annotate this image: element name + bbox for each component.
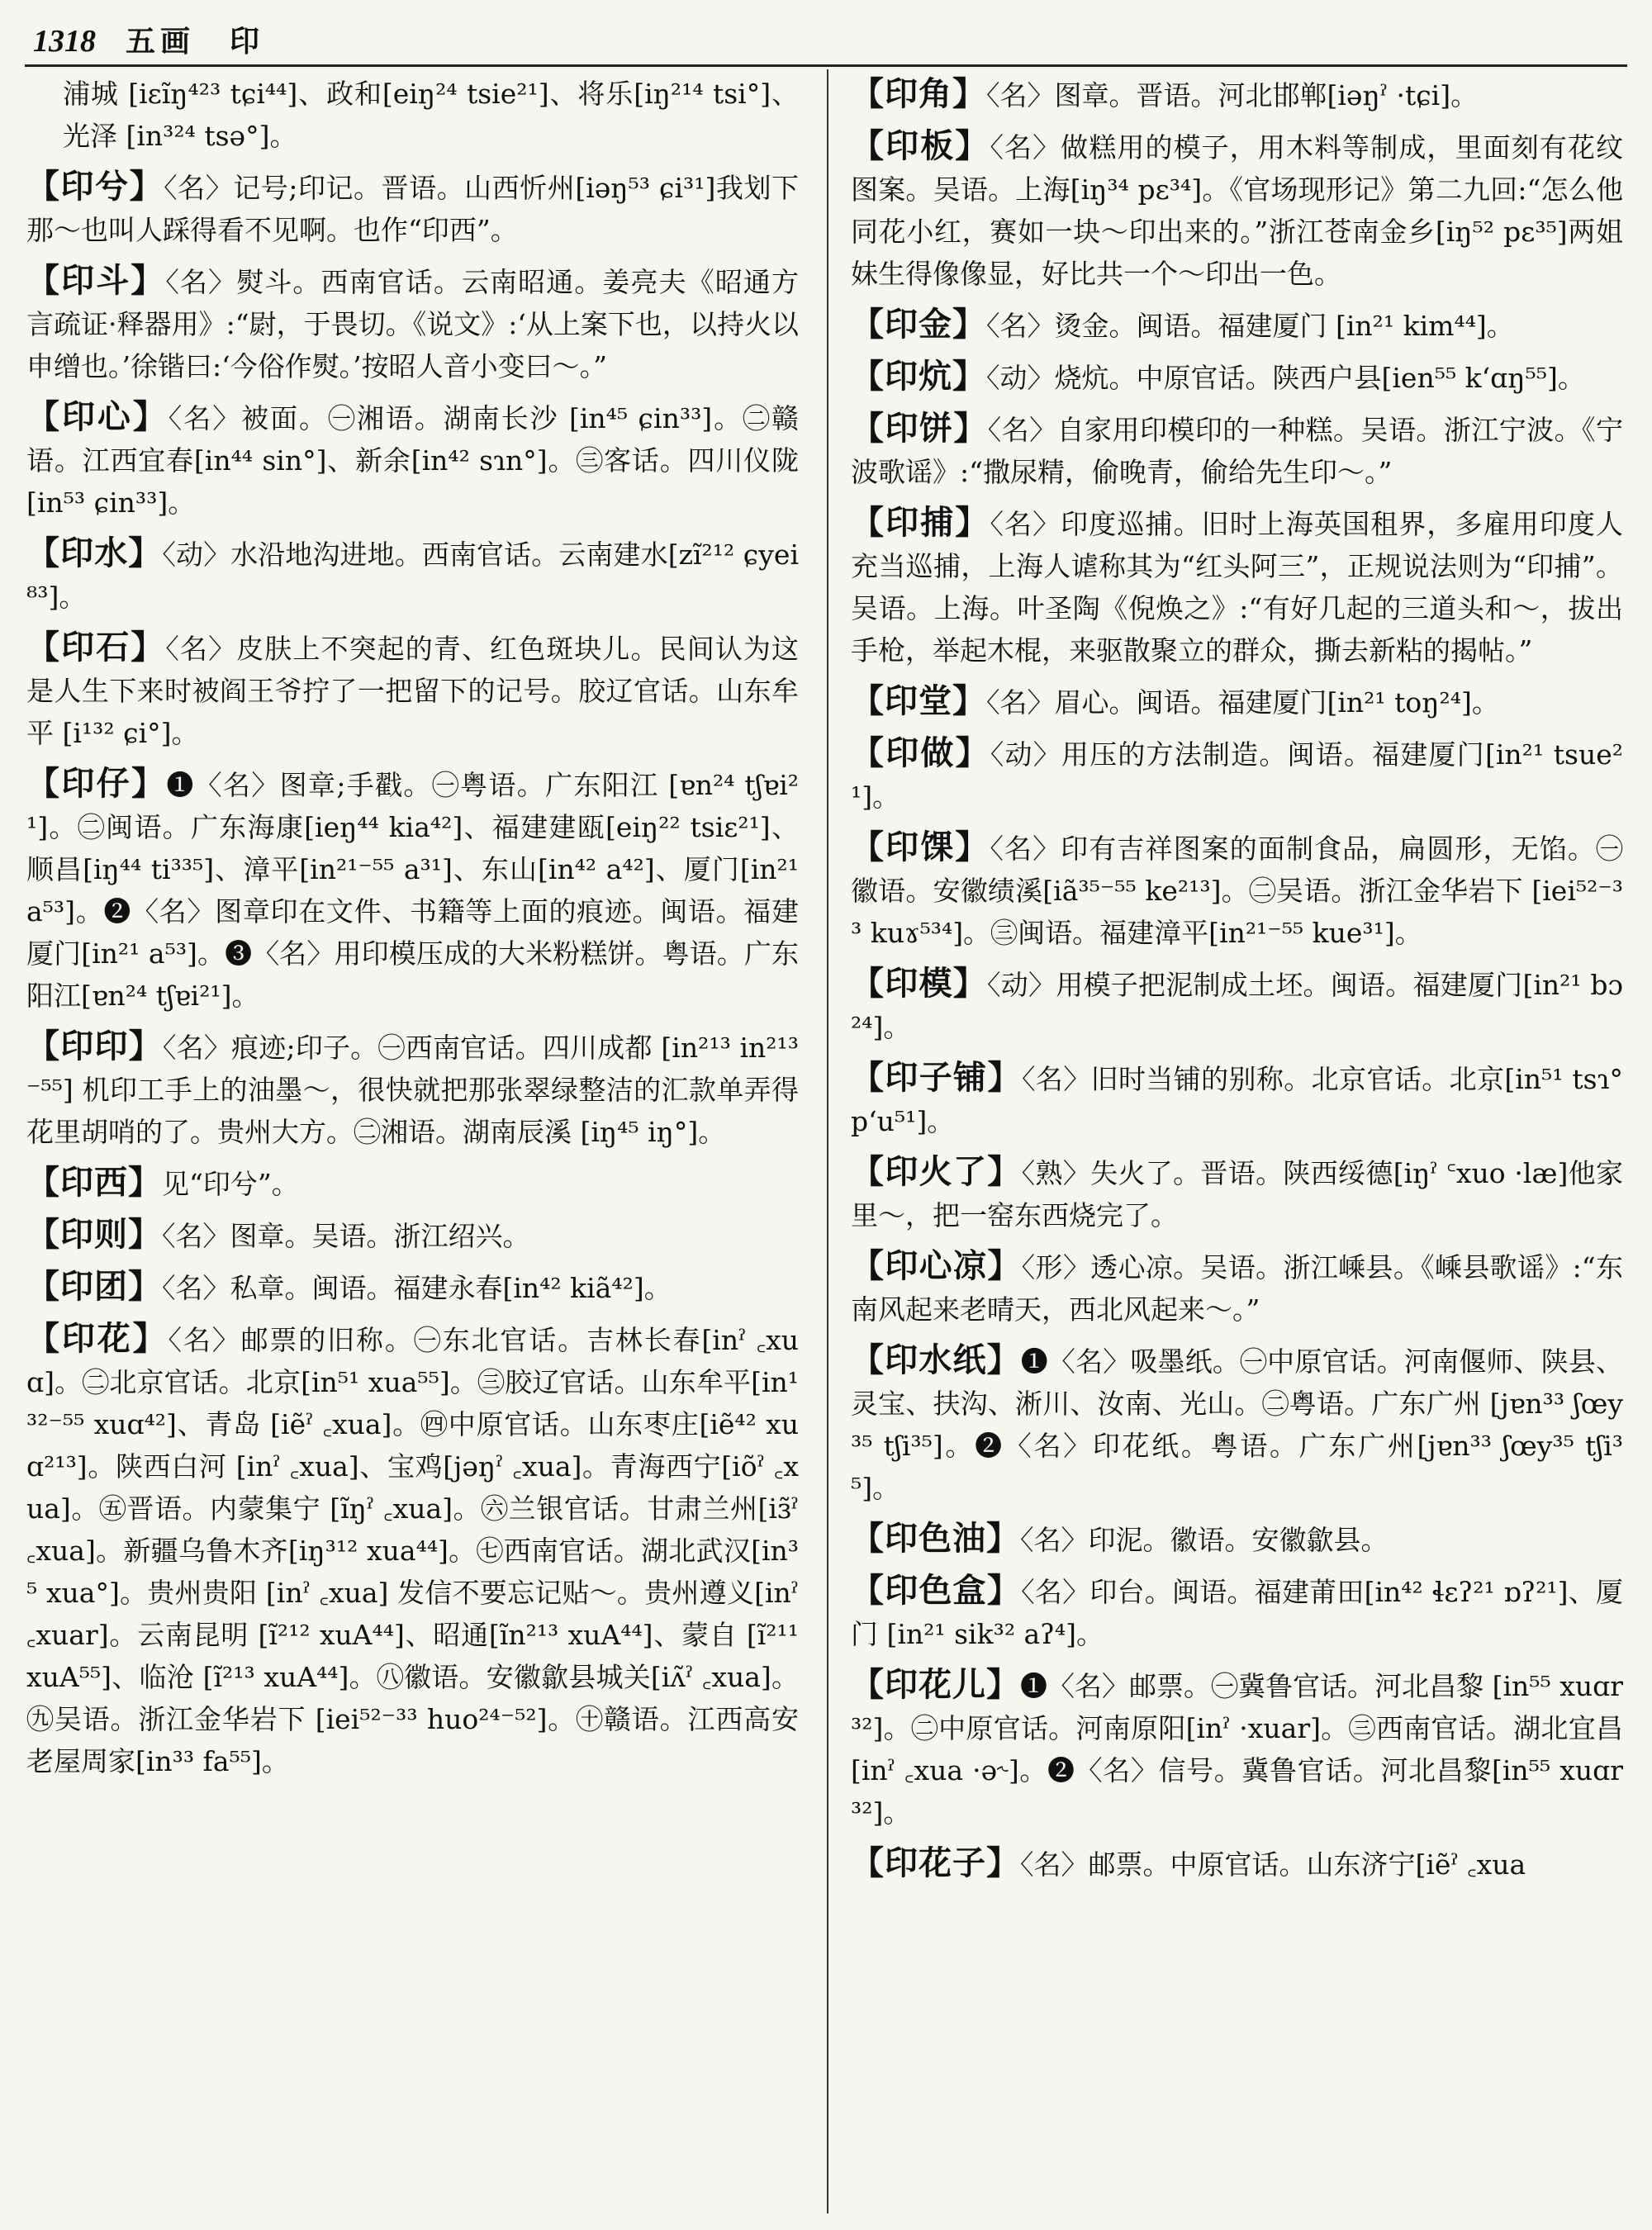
entry-definition: 〈动〉用压的方法制造。闽语。福建厦门[in²¹ tsue²¹]。 [851, 738, 1623, 813]
column-divider [827, 69, 828, 2213]
entry-headword: 【印西】 [26, 1163, 162, 1202]
entry-definition: ❶〈名〉图章;手戳。㊀粤语。广东阳江 [ɐn²⁴ tʃɐi²¹]。㊁闽语。广东海康[ieŋ⁴⁴ kia⁴²]、福建建瓯[eiŋ²² tsiɛ²¹]、顺昌[iŋ⁴⁴ ti³³⁵]、漳平[in²¹⁻⁵⁵ a³¹]、东山[in⁴² a⁴²]、厦门[in²¹ a⁵³]。❷〈名〉图章印在文件、书籍等上面的痕迹。闽语。福建厦门[in²¹ a⁵³]。❸〈名〉用印模压成的大米粉糕饼。粤语。广东阳江[ɐn²⁴ tʃɐi²¹]。 [26, 769, 799, 1012]
entry-definition: 〈名〉图章。吴语。浙江绍兴。 [162, 1220, 530, 1252]
dictionary-entry [851, 1151, 1623, 1236]
dictionary-entry [851, 1245, 1623, 1331]
entry-definition: 〈名〉邮票。中原官话。山东济宁[iẽˀ ꜀xua [1020, 1848, 1526, 1881]
entry-headword: 【印子铺】 [851, 1058, 1022, 1097]
entry-headword: 【印则】 [26, 1215, 162, 1254]
entry-headword: 【印花儿】 [851, 1665, 1021, 1704]
entry-headword: 【印金】 [851, 305, 986, 344]
entry-definition: ❶〈名〉吸墨纸。㊀中原官话。河南偃师、陕县、灵宝、扶沟、淅川、汝南、光山。㊁粤语。广东广州 [jɐn³³ ʃœy³⁵ tʃi³⁵]。❷〈名〉印花纸。粤语。广东广州[jɐn³³ ʃœy³⁵ tʃi³⁵]。 [851, 1345, 1624, 1504]
entry-headword: 【印饼】 [851, 409, 988, 448]
page-header [33, 18, 1623, 59]
entry-headword: 【印板】 [851, 126, 990, 165]
entry-headword: 【印心凉】 [851, 1246, 1022, 1285]
dictionary-entry [851, 1663, 1623, 1834]
entry-headword: 【印兮】 [26, 167, 164, 206]
entry-definition: 浦城 [iɛĩŋ⁴²³ tɕi⁴⁴]、政和[eiŋ²⁴ tsie²¹]、将乐[iŋ²¹⁴ tsi°]、光泽 [in³²⁴ tsə°]。 [63, 78, 799, 152]
entry-definition: 〈动〉用模子把泥制成土坯。闽语。福建厦门[in²¹ bɔ²⁴]。 [851, 969, 1623, 1043]
entry-headword: 【印堂】 [851, 681, 986, 720]
entry-headword: 【印花子】 [851, 1843, 1020, 1882]
entry-headword: 【印捕】 [851, 503, 990, 542]
entry-definition: 〈名〉烫金。闽语。福建厦门 [in²¹ kim⁴⁴]。 [986, 310, 1514, 342]
dictionary-entry [26, 396, 799, 524]
entry-headword: 【印仔】 [26, 764, 167, 803]
entry-definition: 〈名〉邮票的旧称。㊀东北官话。吉林长春[inˀ ꜀xuɑ]。㊁北京官话。北京[in⁵¹ xua⁵⁵]。㊂胶辽官话。山东牟平[in¹³²⁻⁵⁵ xuɑ⁴²]、青岛 [iẽˀ ꜀xua]。㊃中原官话。山东枣庄[iẽ⁴² xuɑ²¹³]。陕西白河 [inˀ ꜀xua]、宝鸡[jəŋˀ ꜀xua]。青海西宁[iõˀ ꜀xua]。㊄晋语。内蒙集宁 [ĩŋˀ ꜀xua]。㊅兰银官话。甘肃兰州[iɜ̃ˀ ꜀xua]。新疆乌鲁木齐[iŋ³¹² xua⁴⁴]。㊆西南官话。湖北武汉[in³⁵ xua°]。贵州贵阳 [inˀ ꜀xua] 发信不要忘记贴～。贵州遵义[inˀ ꜀xuar]。云南昆明 [ĩ²¹² xuA⁴⁴]、昭通[ĩn²¹³ xuA⁴⁴]、蒙自 [ĩ²¹¹ xuA⁵⁵]、临沧 [ĩ²¹³ xuA⁴⁴]。㊇徽语。安徽歙县城关[iʌ̃ˀ ꜀xua]。㊈吴语。浙江金华岩下 [iei⁵²⁻³³ huo²⁴⁻⁵²]。㊉赣语。江西高安老屋周家[in³³ fa⁵⁵]。 [26, 1324, 800, 1777]
entry-definition: 〈动〉水沿地沟进地。西南官话。云南建水[zĩ²¹² ɕyei⁸³]。 [26, 539, 800, 613]
entry-definition: ❶〈名〉邮票。㊀冀鲁官话。河北昌黎 [in⁵⁵ xuɑr³²]。㊁中原官话。河南原阳[inˀ ·xuar]。㊂西南官话。湖北宜昌[inˀ ꜀xua ·ə˞]。❷〈名〉信号。冀鲁官话。河北昌黎[in⁵⁵ xuɑr³²]。 [851, 1670, 1624, 1829]
dictionary-entry [26, 1025, 799, 1153]
entry-definition: 〈名〉记号;印记。晋语。山西忻州[iəŋ⁵³ ɕi³¹]我划下那～也叫人踩得看不见啊。也作“印西”。 [26, 172, 799, 246]
dictionary-entry [26, 259, 799, 387]
entry-definition: 〈名〉印有吉祥图案的面制食品，扁圆形，无馅。㊀徽语。安徽绩溪[iã³⁵⁻⁵⁵ ke²¹³]。㊁吴语。浙江金华岩下 [iei⁵²⁻³³ kuɤ⁵³⁴]。㊂闽语。福建漳平[in²¹⁻⁵⁵ kue³¹]。 [851, 833, 1624, 949]
entry-definition: 〈名〉皮肤上不突起的青、红色斑块儿。民间认为这是人生下来时被阎王爷拧了一把留下的记号。胶辽官话。山东牟平 [i¹³² ɕi°]。 [26, 633, 800, 749]
entry-headword: 【印水纸】 [851, 1340, 1021, 1379]
entry-definition: 〈熟〉失火了。晋语。陕西绥德[iŋˀ ꜂xuo ·læ]他家里～，把一窑东西烧完了。 [851, 1157, 1624, 1231]
dictionary-entry [851, 407, 1623, 493]
dictionary-entry [851, 962, 1623, 1048]
entry-headword: 【印团】 [26, 1267, 162, 1306]
left-column [26, 73, 799, 1791]
dictionary-entry [26, 1161, 799, 1205]
dictionary-entry [26, 1213, 799, 1257]
entry-definition: 〈名〉痕迹;印子。㊀西南官话。四川成都 [in²¹³ in²¹³⁻⁵⁵] 机印工手上的油墨～，很快就把那张翠绿整洁的汇款单弄得花里胡哨的了。贵州大方。㊁湘语。湖南辰溪 [iŋ⁴⁵ iŋ°]。 [26, 1032, 799, 1148]
right-column [851, 73, 1623, 1894]
dictionary-entry [851, 125, 1623, 295]
dictionary-entry [26, 626, 799, 754]
entry-definition: 〈名〉图章。晋语。河北邯郸[iəŋˀ ·tɕi]。 [986, 79, 1479, 112]
entry-definition: 〈名〉印度巡捕。旧时上海英国租界，多雇用印度人充当巡捕，上海人谑称其为“红头阿三”，正规说法则为“印捕”。吴语。上海。叶圣陶《倪焕之》:“有好几起的三道头和～，拔出手枪，举起木棍，来驱散聚立的群众，撕去新粘的揭帖。” [851, 508, 1624, 667]
entry-definition: 〈名〉印台。闽语。福建莆田[in⁴² ɬɛʔ²¹ ɒʔ²¹]、厦门 [in²¹ sik³² aʔ⁴]。 [851, 1576, 1623, 1650]
entry-headword: 【印心】 [26, 397, 169, 436]
dictionary-entry [851, 73, 1623, 116]
dictionary-entry [851, 355, 1623, 399]
dictionary-entry [26, 532, 799, 618]
entry-definition: 〈名〉被面。㊀湘语。湖南长沙 [in⁴⁵ ɕin³³]。㊁赣语。江西宜春[in⁴⁴ sin°]、新余[in⁴² sɿn°]。㊂客话。四川仪陇 [in⁵³ ɕin³³]。 [26, 402, 800, 519]
entry-definition: 〈形〉透心凉。吴语。浙江嵊县。《嵊县歌谣》:“东南风起来老晴天，西北风起来～。” [851, 1251, 1623, 1326]
entry-definition: 见“印兮”。 [162, 1168, 299, 1200]
entry-headword: 【印馃】 [851, 828, 990, 866]
dictionary-entry [851, 1517, 1623, 1561]
entry-definition: 〈名〉熨斗。西南官话。云南昭通。姜亮夫《昭通方言疏证·释器用》:“㷉，于畏切。《说文》:‘从上案下也，以持火以申缯也。’徐锴曰:‘今俗作熨。’按昭人音小变曰～。” [26, 266, 800, 382]
header-rule [25, 64, 1627, 67]
dictionary-entry [851, 1569, 1623, 1655]
entry-definition: 〈名〉做糕用的模子，用木料等制成，里面刻有花纹图案。吴语。上海[iŋ³⁴ pɛ³⁴]。《官场现形记》第二九回:“怎么他同花小红，赛如一块～印出来的。”浙江苍南金乡[iŋ⁵² pɛ³⁵]两姐妹生得像像显，好比共一个～印出一色。 [851, 131, 1624, 290]
dictionary-entry [851, 501, 1623, 671]
entry-headword: 【印色油】 [851, 1519, 1020, 1558]
entry-headword: 【印模】 [851, 964, 987, 1003]
entry-headword: 【印火了】 [851, 1152, 1022, 1191]
entry-definition: 〈名〉自家用印模印的一种糕。吴语。浙江宁波。《宁波歌谣》:“撒尿精，偷晚青，偷给先生印～。” [851, 414, 1624, 488]
dictionary-entry [851, 303, 1623, 347]
dictionary-entry [26, 165, 799, 251]
dictionary-entry [851, 1339, 1623, 1509]
entry-definition: 〈名〉印泥。徽语。安徽歙县。 [1020, 1524, 1389, 1556]
dictionary-entry [26, 73, 799, 157]
entry-definition: 〈名〉眉心。闽语。福建厦门[in²¹ toŋ²⁴]。 [986, 686, 1499, 719]
entry-definition: 〈名〉旧时当铺的别称。北京官话。北京[in⁵¹ tsɿ° pʻu⁵¹]。 [851, 1063, 1624, 1137]
entry-headword: 【印做】 [851, 733, 990, 772]
page-number: 1318 [33, 24, 96, 59]
dictionary-entry [26, 762, 799, 1017]
entry-headword: 【印石】 [26, 628, 166, 667]
entry-definition: 〈动〉烧炕。中原官话。陕西户县[ien⁵⁵ kʻɑŋ⁵⁵]。 [986, 362, 1585, 394]
entry-headword: 【印色盒】 [851, 1571, 1022, 1610]
dictionary-entry [851, 1842, 1623, 1886]
entry-headword: 【印角】 [851, 74, 986, 113]
entry-headword: 【印炕】 [851, 357, 986, 396]
dictionary-entry [26, 1265, 799, 1309]
section-title: 五画 印 [126, 24, 265, 59]
entry-headword: 【印花】 [26, 1319, 169, 1358]
dictionary-entry [851, 1056, 1623, 1142]
dictionary-entry [26, 1317, 799, 1782]
dictionary-entry [851, 680, 1623, 724]
entry-definition: 〈名〉私章。闽语。福建永春[in⁴² kiã⁴²]。 [162, 1272, 672, 1304]
dictionary-entry [851, 732, 1623, 818]
entry-headword: 【印斗】 [26, 261, 166, 300]
entry-headword: 【印水】 [26, 534, 163, 572]
dictionary-entry [851, 826, 1623, 954]
entry-headword: 【印印】 [26, 1027, 163, 1065]
